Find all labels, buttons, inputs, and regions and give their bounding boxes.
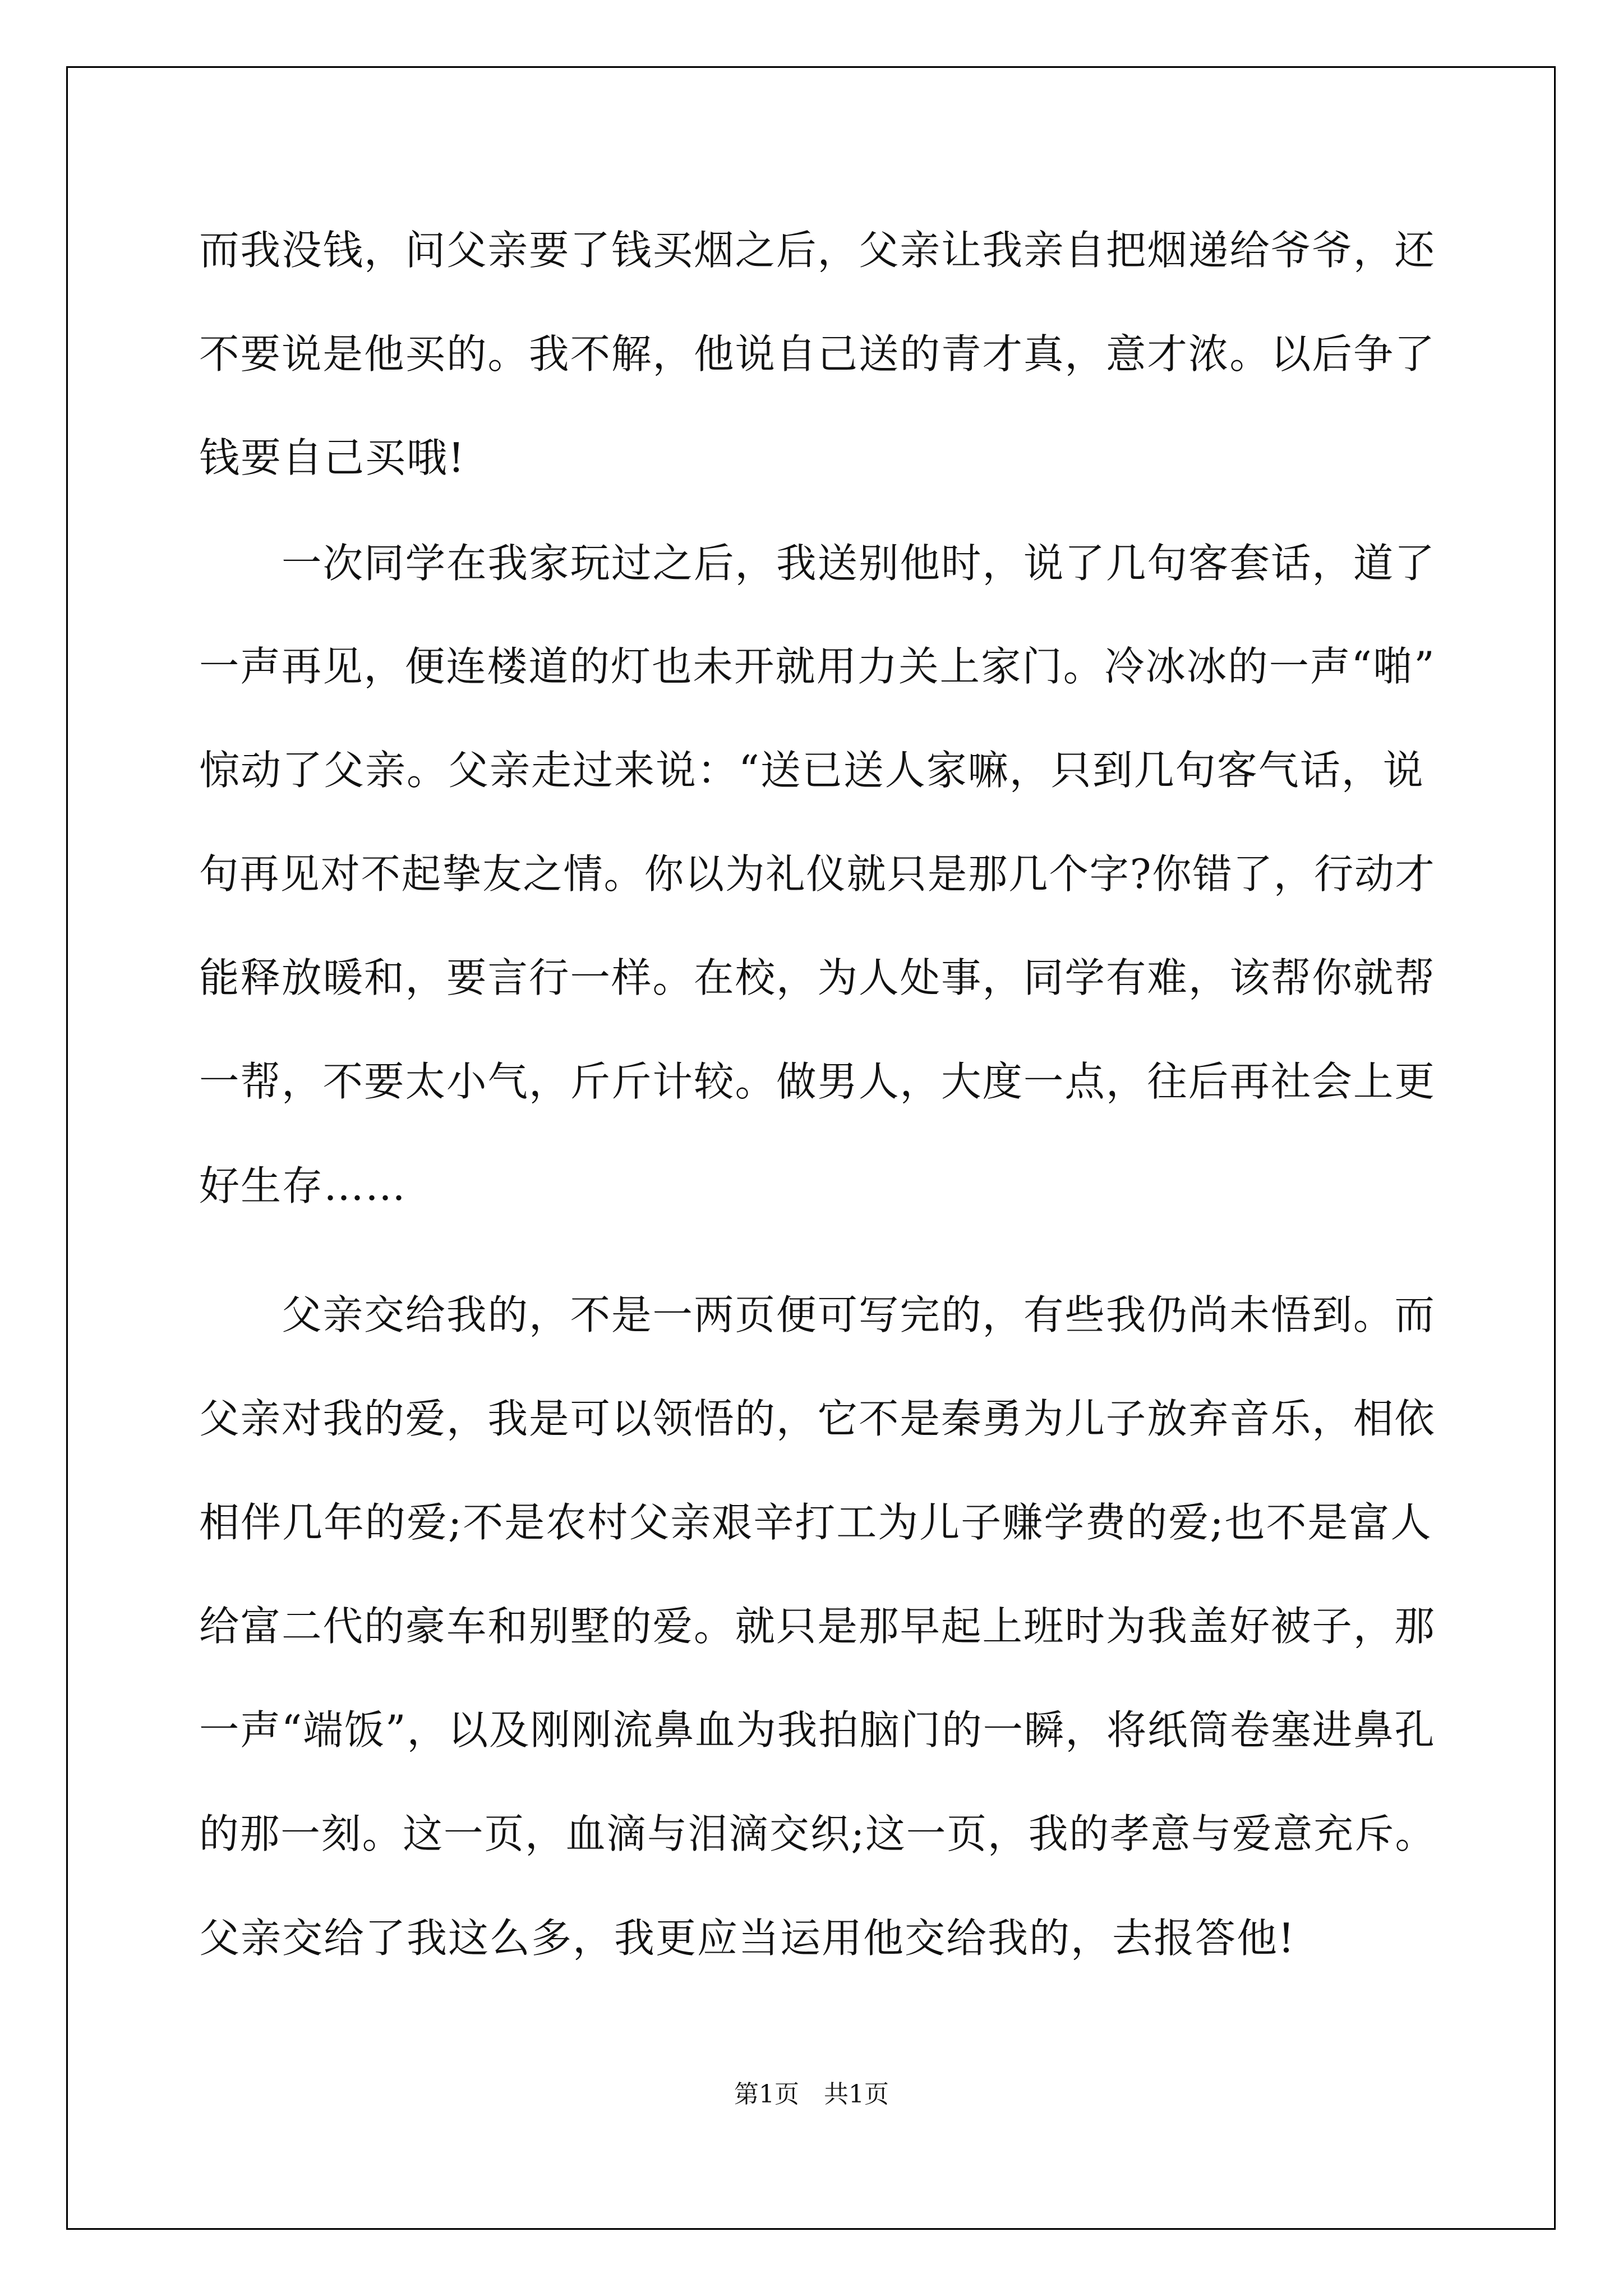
text-line: 相伴几年的爱;不是农村父亲艰辛打工为儿子赚学费的爱;也不是富人 xyxy=(199,1499,1432,1546)
text-line: 惊动了父亲。父亲走过来说：“送已送人家嘛，只到几句客气话，说 xyxy=(199,747,1424,794)
text-line: 一声“端饭”，以及刚刚流鼻血为我拍脑门的一瞬，将纸筒卷塞进鼻孔 xyxy=(199,1706,1436,1754)
text-line: 钱要自己买哦! xyxy=(199,434,465,481)
page-number: 第1页 共1页 xyxy=(734,2080,889,2109)
text-line: 一帮，不要太小气，斤斤计较。做男人，大度一点，往后再社会上更 xyxy=(199,1058,1436,1105)
text-line: 不要说是他买的。我不解，他说自己送的青才真，意才浓。以后争了 xyxy=(199,330,1436,378)
text-line: 一次同学在我家玩过之后，我送别他时，说了几句客套话，道了 xyxy=(199,540,1436,587)
text-line: 一声再见，便连楼道的灯也未开就用力关上家门。冷冰冰的一声“啪” xyxy=(199,643,1436,690)
text-line: 的那一刻。这一页，血滴与泪滴交织;这一页，我的孝意与爱意充斥。 xyxy=(199,1810,1436,1857)
text-line: 父亲对我的爱，我是可以领悟的，它不是秦勇为儿子放弃音乐，相依 xyxy=(199,1395,1436,1442)
text-line: 给富二代的豪车和别墅的爱。就只是那早起上班时为我盖好被子，那 xyxy=(199,1603,1436,1650)
text-line: 句再见对不起挚友之情。你以为礼仪就只是那几个字?你错了，行动才 xyxy=(199,850,1436,898)
text-line: 好生存…… xyxy=(199,1162,407,1209)
page-border xyxy=(66,66,1556,2230)
text-line: 而我没钱，问父亲要了钱买烟之后，父亲让我亲自把烟递给爷爷，还 xyxy=(199,227,1436,274)
text-line: 父亲交给我的，不是一两页便可写完的，有些我仍尚未悟到。而 xyxy=(199,1291,1436,1338)
text-line: 能释放暖和，要言行一样。在校，为人处事，同学有难，该帮你就帮 xyxy=(199,954,1436,1001)
text-line: 父亲交给了我这么多，我更应当运用他交给我的，去报答他! xyxy=(199,1915,1295,1962)
